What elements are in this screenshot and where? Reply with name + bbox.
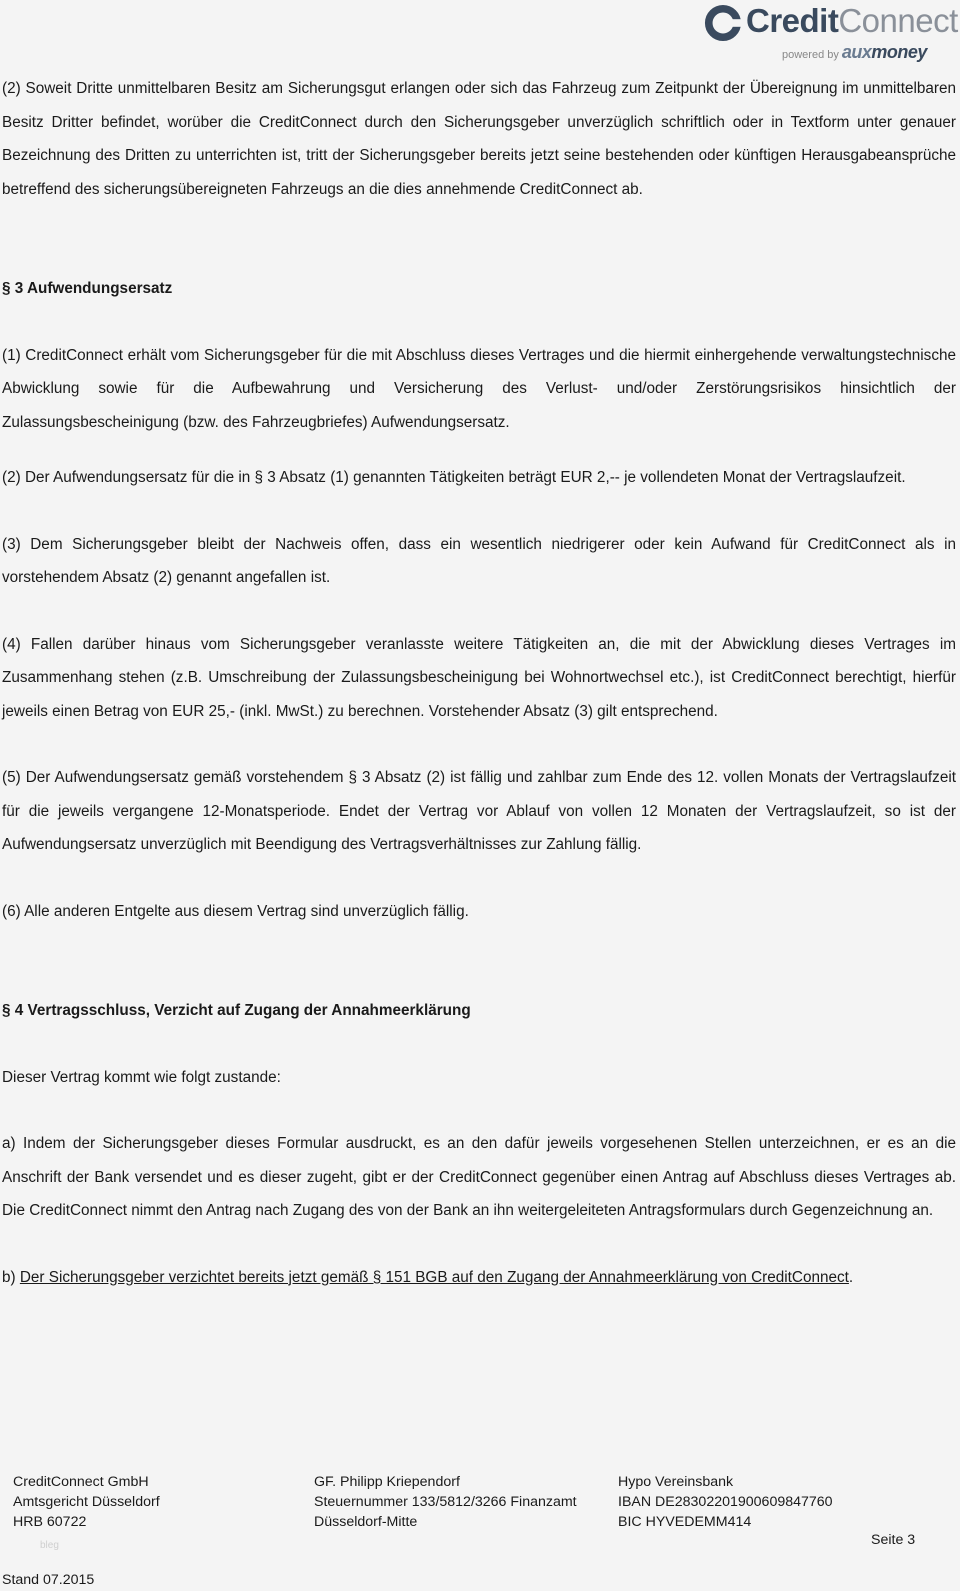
section-3-p4: (4) Fallen darüber hinaus vom Sicherungsgeber veranlasste weitere Tätigkeiten an, die mit der Abwicklung dieses Vertrages im Zusammenhang stehen (z.B. Umschreibung der Zulassungsbescheinigung bei Wohnortwechsel etc.), ist CreditConnect berechtigt, hierfür jeweils einen Betrag von EUR 25,- (inkl. MwSt.) zu berechnen. Vorstehender Absatz (3) gilt entsprechend. <box>2 635 956 720</box>
section-3-p2: (2) Der Aufwendungsersatz für die in § 3 Absatz (1) genannten Tätigkeiten beträgt EUR 2,-- je vollendeten Monat der Vertragslaufzeit. <box>2 469 906 486</box>
section-3-p3: (3) Dem Sicherungsgeber bleibt der Nachweis offen, dass ein wesentlich niedrigerer oder kein Aufwand für CreditConnect als in vorstehendem Absatz (2) genannt angefallen ist. <box>2 535 956 586</box>
page-number: Seite 3 <box>871 1532 916 1548</box>
section-3-p1: (1) CreditConnect erhält vom Sicherungsgeber für die mit Abschluss dieses Vertrages und die hiermit einhergehende verwaltungstechnische Abwicklung sowie für die Aufbewahrung und Versicherung des Verlust- und/oder Zerstörungsrisikos hinsichtlich der Zulassungsbescheinigung (bzw. des Fahrzeugbriefes) Aufwendungsersatz. <box>2 346 956 431</box>
paragraph-2-2: (2) Soweit Dritte unmittelbaren Besitz am Sicherungsgut erlangen oder sich das Fahrzeug zum Zeitpunkt der Übereignung im unmittelbaren Besitz Dritter befindet, worüber die CreditConnect durch den Sicherungsgeber unverzüglich schriftlich oder in Textform unter genauer Bezeichnung des Dritten zu unterrichten ist, tritt der Sicherungsgeber bereits jetzt seine bestehenden oder künftigen Herausgabeansprüche betreffend des sicherungsübereigneten Fahrzeugs an die dies annehmende CreditConnect ab. <box>2 80 956 198</box>
footer-management: GF. Philipp Kriependorf Steuernummer 133/5812/3266 Finanzamt Düsseldorf-Mitte <box>314 1474 577 1530</box>
logo-name: CreditConnect <box>746 2 958 39</box>
section-3-p6: (6) Alle anderen Entgelte aus diesem Vertrag sind unverzüglich fällig. <box>2 902 469 920</box>
section-4-b-underlined: Der Sicherungsgeber verzichtet bereits jetzt gemäß § 151 BGB auf den Zugang der Annahmeerklärung von CreditConnect <box>19 1268 849 1286</box>
section-4-intro: Dieser Vertrag kommt wie folgt zustande: <box>2 1068 281 1086</box>
section-3-p5: (5) Der Aufwendungsersatz gemäß vorstehendem § 3 Absatz (2) ist fällig und zahlbar zum Ende des 12. vollen Monats der Vertragslaufzeit für die jeweils vergangene 12-Monatsperiode. Endet der Vertrag vor Ablauf von vollen 12 Monaten der Vertragslaufzeit, so ist der Aufwendungsersatz unverzüglich mit Beendigung des Vertragsverhältnisses zur Zahlung fällig. <box>2 769 956 853</box>
logo-powered-by: powered by auxmoney <box>782 42 927 62</box>
faint-mark: bleg <box>40 1540 59 1551</box>
document-body <box>2 72 956 1294</box>
logo-ring-icon <box>704 4 742 42</box>
footer-bank: Hypo Vereinsbank IBAN DE28302201900609847760 BIC HYVEDEMM414 <box>618 1474 833 1530</box>
section-3-title: § 3 Aufwendungsersatz <box>2 280 173 297</box>
section-4-b: b) Der Sicherungsgeber verzichtet bereits jetzt gemäß § 151 BGB auf den Zugang der Annahmeerklärung von CreditConnect. <box>2 1268 854 1286</box>
section-4-a: a) Indem der Sicherungsgeber dieses Formular ausdruckt, es an den dafür jeweils vorgesehenen Stellen unterzeichnen, er es an die Anschrift der Bank versendet und es dieser zugeht, gibt er der CreditConnect gegenüber einen Antrag auf Abschluss dieses Vertrages ab. Die CreditConnect nimmt den Antrag nach Zugang des von der Bank an ihn weitergeleiteten Antragsformulars durch Gegenzeichnung an. <box>2 1135 956 1219</box>
version-stand: Stand 07.2015 <box>2 1572 95 1588</box>
creditconnect-logo <box>702 2 958 62</box>
footer-company: CreditConnect GmbH Amtsgericht Düsseldorf HRB 60722 <box>13 1474 160 1530</box>
section-4-title: § 4 Vertragsschluss, Verzicht auf Zugang der Annahmeerklärung <box>2 1002 471 1019</box>
